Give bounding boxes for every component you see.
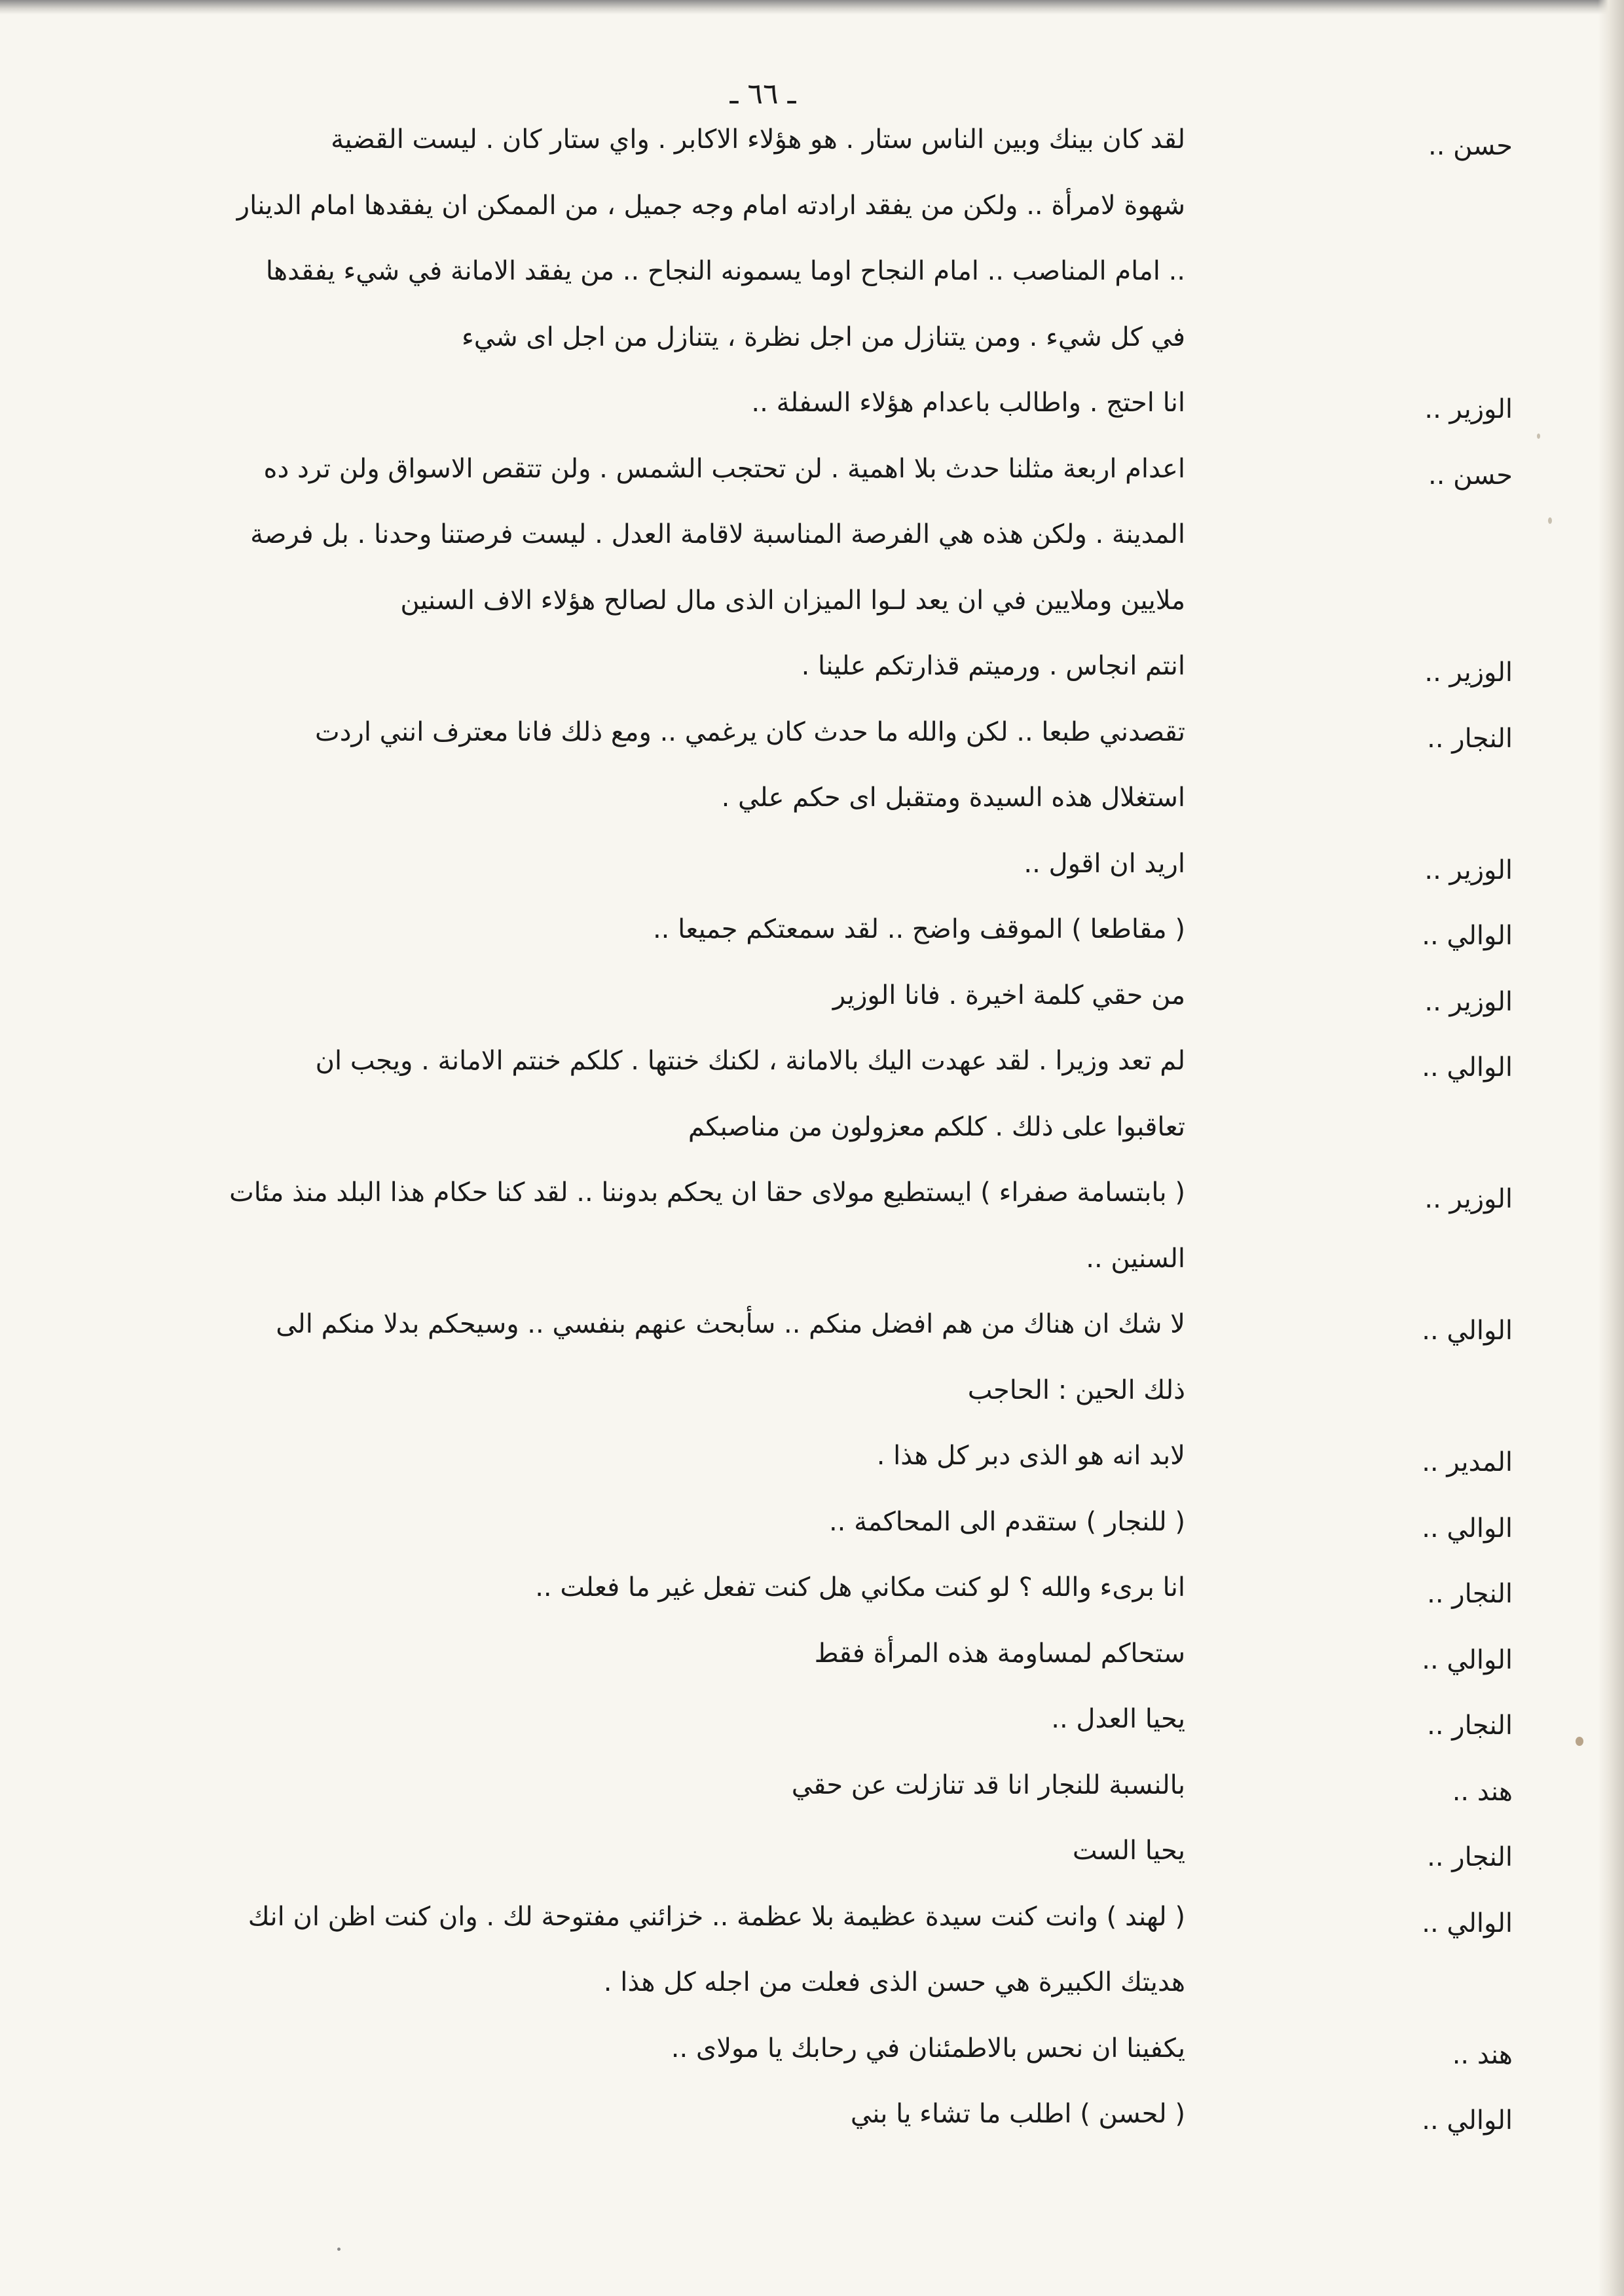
dialogue-line: ( للنجار ) ستقدم الى المحاكمة ..	[828, 1506, 1185, 1537]
speaker-name: الوالي ..	[1422, 1908, 1513, 1938]
scan-edge-shadow	[0, 0, 1624, 14]
dialogue-line: ( بابتسامة صفراء ) ايستطيع مولاى حقا ان يحكم بدوننا .. لقد كنا حكام هذا البلد منذ مئات	[229, 1177, 1185, 1208]
speaker-name: الوالي ..	[1422, 1316, 1513, 1346]
speaker-name: الوزير ..	[1424, 394, 1513, 424]
dialogue-line: من حقي كلمة اخيرة . فانا الوزير	[832, 980, 1185, 1010]
speaker-name: الوزير ..	[1424, 657, 1513, 688]
dialogue-line: اريد ان اقول ..	[1024, 848, 1185, 879]
dialogue-line: يكفينا ان نحس بالاطمئنان في رحابك يا مولاى ..	[671, 2033, 1185, 2064]
speaker-name: النجار ..	[1427, 723, 1513, 754]
dialogue-line: انتم انجاس . ورميتم قذارتكم علينا .	[801, 651, 1185, 681]
speaker-name: هند ..	[1452, 1776, 1513, 1807]
speaker-name: الوالي ..	[1422, 1513, 1513, 1544]
dialogue-line: .. امام المناصب .. امام النجاح اوما يسمونه النجاح .. من يفقد الامانة في شيء يفقدها	[265, 256, 1185, 286]
speaker-name: الوالي ..	[1422, 1644, 1513, 1675]
speaker-name: الوزير ..	[1424, 855, 1513, 885]
dialogue-line: انا برىء والله ؟ لو كنت مكاني هل كنت تفعل غير ما فعلت ..	[535, 1572, 1185, 1602]
dialogue-line: لم تعد وزيرا . لقد عهدت اليك بالامانة ، لكنك خنتها . كلكم خنتم الامانة . ويجب ان	[315, 1046, 1185, 1076]
speaker-name: الوزير ..	[1424, 1184, 1513, 1214]
speaker-name: الوزير ..	[1424, 986, 1513, 1017]
dialogue-line: في كل شيء . ومن يتنازل من اجل نظرة ، يتنازل من اجل اى شيء	[461, 322, 1185, 352]
dialogue-line: يحيا الست	[1072, 1836, 1185, 1866]
dialogue-line: يحيا العدل ..	[1051, 1704, 1185, 1734]
dialogue-line: اعدام اربعة مثلنا حدث بلا اهمية . لن تحتجب الشمس . ولن تتقص الاسواق ولن ترد ده	[263, 453, 1185, 484]
dialogue-line: بالنسبة للنجار انا قد تنازلت عن حقي	[791, 1769, 1185, 1800]
dialogue-line: ذلك الحين : الحاجب	[967, 1375, 1185, 1405]
speaker-name: حسن ..	[1428, 131, 1513, 161]
dialogue-line: لابد انه هو الذى دبر كل هذا .	[876, 1441, 1185, 1471]
dialogue-line: تعاقبوا على ذلك . كلكم معزولون من مناصبكم	[688, 1111, 1185, 1142]
dialogue-line: لا شك ان هناك من هم افضل منكم .. سأبحث عنهم بنفسي .. وسيحكم بدلا منكم الى	[276, 1309, 1185, 1339]
dialogue-line: ( لهند ) وانت كنت سيدة عظيمة بلا عظمة .. خزائني مفتوحة لك . وان كنت اظن ان انك	[248, 1901, 1185, 1932]
speaker-name: هند ..	[1452, 2039, 1513, 2070]
speaker-name: الوالي ..	[1422, 921, 1513, 951]
speaker-name: النجار ..	[1427, 1579, 1513, 1609]
paper-speck	[1576, 1737, 1583, 1746]
dialogue-line: السنين ..	[1086, 1243, 1185, 1274]
paper-speck	[337, 2248, 341, 2251]
dialogue-line: تقصدني طبعا .. لكن والله ما حدث كان يرغمي .. ومع ذلك فانا معترف انني اردت	[315, 716, 1185, 747]
dialogue-line: ستحاكم لمساومة هذه المرأة فقط	[814, 1638, 1185, 1669]
dialogue-line: هديتك الكبيرة هي حسن الذى فعلت من اجله كل هذا .	[603, 1967, 1185, 1997]
page-number: ـ ٦٦ ـ	[729, 77, 796, 111]
dialogue-line: ملايين وملايين في ان يعد لـوا الميزان الذى مال لصالح هؤلاء الاف السنين	[400, 585, 1185, 616]
speaker-name: النجار ..	[1427, 1842, 1513, 1872]
dialogue-line: استغلال هذه السيدة ومتقبل اى حكم علي .	[721, 783, 1185, 813]
dialogue-line: لقد كان بينك وبين الناس ستار . هو هؤلاء الاكابر . واي ستار كان . ليست القضية	[331, 124, 1185, 155]
dialogue-line: انا احتج . واطالب باعدام هؤلاء السفلة ..	[751, 388, 1185, 418]
dialogue-line: ( لحسن ) اطلب ما تشاء يا بني	[850, 2099, 1185, 2129]
speaker-name: النجار ..	[1427, 1711, 1513, 1741]
paper-speck	[1548, 517, 1552, 524]
dialogue-line: ( مقاطعا ) الموقف واضح .. لقد سمعتكم جميعا ..	[652, 914, 1185, 944]
dialogue-line: المدينة . ولكن هذه هي الفرصة المناسبة لاقامة العدل . ليست فرصتنا وحدنا . بل فرصة	[250, 519, 1185, 549]
paper-speck	[1537, 434, 1540, 439]
scan-binding-edge	[1598, 0, 1624, 2296]
speaker-name: الوالي ..	[1422, 2105, 1513, 2136]
dialogue-line: شهوة لامرأة .. ولكن من يفقد ارادته امام وجه جميل ، من الممكن ان يفقدها امام الدينار	[236, 190, 1185, 221]
speaker-name: الوالي ..	[1422, 1052, 1513, 1083]
speaker-name: حسن ..	[1428, 460, 1513, 491]
speaker-name: المدير ..	[1422, 1447, 1513, 1477]
